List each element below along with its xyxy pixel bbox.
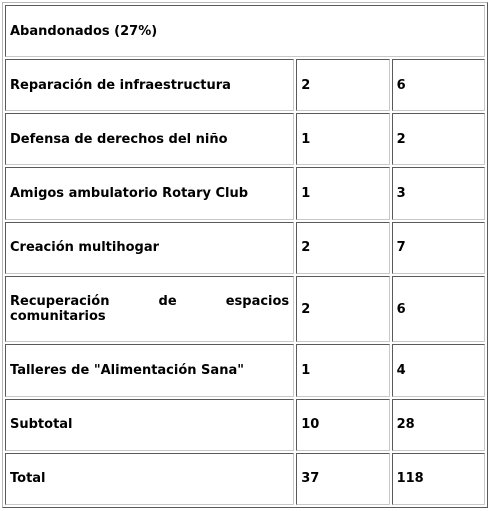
row-value-a: 1 (296, 344, 389, 396)
row-label: Amigos ambulatorio Rotary Club (5, 167, 294, 219)
table-header-row (5, 5, 485, 57)
row-label-word: espacios (225, 294, 290, 310)
data-table (2, 2, 488, 508)
section-header: Abandonados (27%) (5, 5, 485, 57)
table-row (5, 113, 485, 165)
row-label: Talleres de "Alimentación Sana" (5, 344, 294, 396)
row-value-a: 2 (296, 276, 389, 343)
row-label: Reparación de infraestructura (5, 59, 294, 111)
table-row (5, 167, 485, 219)
row-value-b: 6 (392, 59, 485, 111)
row-value-b: 7 (392, 222, 485, 274)
row-value-b: 6 (392, 276, 485, 343)
row-label: Defensa de derechos del niño (5, 113, 294, 165)
subtotal-value-b: 28 (392, 399, 485, 451)
row-label-line-2: comunitarios (10, 309, 106, 325)
row-label: Creación multihogar (5, 222, 294, 274)
table-row (5, 276, 485, 343)
table-row (5, 59, 485, 111)
total-label: Total (5, 453, 294, 505)
row-value-b: 3 (392, 167, 485, 219)
total-value-a: 37 (296, 453, 389, 505)
subtotal-label: Subtotal (5, 399, 294, 451)
table-row (5, 222, 485, 274)
row-label-line-1 (10, 294, 289, 309)
subtotal-value-a: 10 (296, 399, 389, 451)
row-label-word: Recuperación (10, 294, 110, 310)
row-value-a: 2 (296, 222, 389, 274)
row-value-a: 1 (296, 167, 389, 219)
subtotal-row (5, 399, 485, 451)
row-value-a: 1 (296, 113, 389, 165)
row-value-a: 2 (296, 59, 389, 111)
row-label (5, 276, 294, 343)
row-value-b: 2 (392, 113, 485, 165)
table-row (5, 344, 485, 396)
row-value-b: 4 (392, 344, 485, 396)
row-label-word: de (158, 294, 177, 310)
total-row (5, 453, 485, 505)
total-value-b: 118 (392, 453, 485, 505)
